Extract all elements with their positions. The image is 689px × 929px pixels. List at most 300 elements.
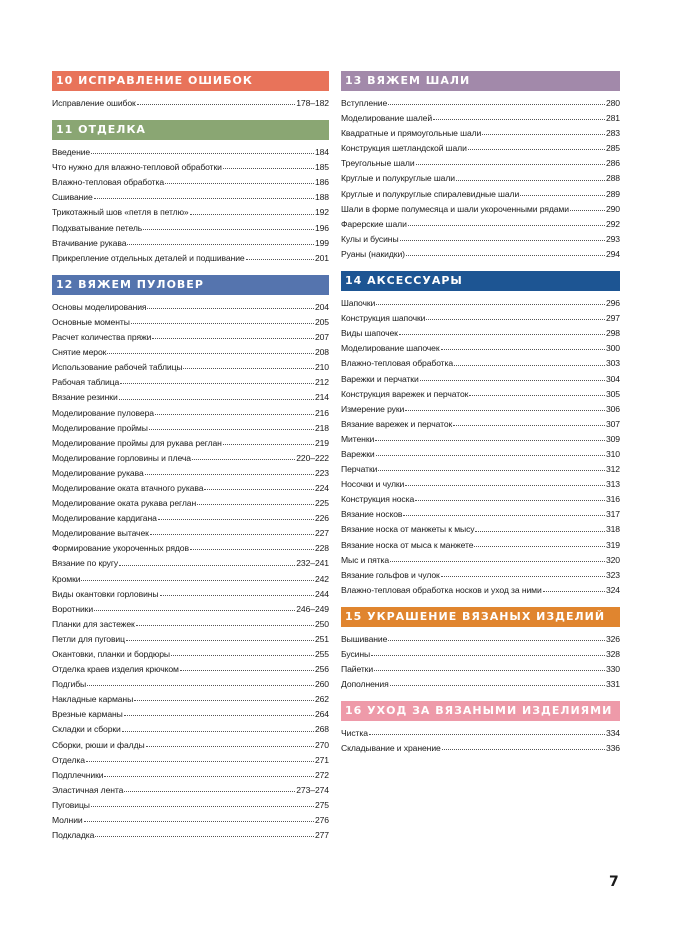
dot-leader: [400, 239, 605, 241]
toc-entry: [341, 187, 620, 202]
dot-leader: [374, 669, 605, 671]
entry-page: 285: [605, 143, 620, 154]
entry-title: Конструкция варежек и перчаток: [341, 388, 469, 399]
toc-entry: [341, 477, 620, 492]
toc-section-10: [52, 71, 329, 111]
entry-title: Петли для пуговиц: [52, 633, 125, 644]
toc-entry: [52, 145, 329, 160]
entry-title: Молнии: [52, 815, 83, 826]
entry-title: Вязание по кругу: [52, 558, 119, 569]
dot-leader: [160, 594, 314, 596]
toc-entry: [52, 511, 329, 526]
entry-title: Вышивание: [341, 633, 388, 644]
toc-entry: [341, 111, 620, 126]
entry-title: Складки и сборки: [52, 724, 121, 735]
dot-leader: [155, 413, 314, 415]
toc-section-12: [52, 275, 329, 843]
dot-leader: [124, 790, 295, 792]
dot-leader: [406, 254, 605, 256]
entry-page: 336: [605, 743, 620, 754]
dot-leader: [441, 575, 605, 577]
toc-entry: [341, 507, 620, 522]
entry-page: 192: [314, 207, 329, 218]
dot-leader: [171, 654, 314, 656]
dot-leader: [134, 699, 314, 701]
entry-title: Формирование укороченных рядов: [52, 543, 189, 554]
entry-page: 186: [314, 177, 329, 188]
entry-title: Фарерские шали: [341, 218, 407, 229]
dot-leader: [468, 148, 605, 150]
dot-leader: [146, 745, 314, 747]
toc-entry: [52, 617, 329, 632]
entry-page: 326: [605, 633, 620, 644]
entry-page: 330: [605, 664, 620, 675]
entry-page: 328: [605, 649, 620, 659]
entry-page: 309: [605, 433, 620, 444]
entry-page: 244: [314, 588, 329, 599]
toc-entry: [52, 421, 329, 436]
dot-leader: [150, 533, 314, 535]
entry-title: Отделка: [52, 754, 85, 765]
entry-title: Моделирование шапочек: [341, 343, 440, 354]
dot-leader: [86, 760, 314, 762]
entry-page: 316: [605, 494, 620, 505]
toc-entry: [52, 160, 329, 175]
entry-title: Кромки: [52, 573, 81, 584]
entry-page: 281: [605, 113, 620, 124]
entry-page: 312: [605, 464, 620, 475]
toc-entry: [341, 96, 620, 111]
entry-title: Подкладка: [52, 830, 95, 841]
entry-list: [52, 145, 329, 266]
dot-leader: [433, 118, 605, 120]
entry-page: 294: [605, 248, 620, 259]
entry-title: Что нужно для влажно-тепловой обработки: [52, 162, 222, 173]
entry-title: Втачивание рукава: [52, 237, 127, 248]
entry-page: 232–241: [296, 558, 329, 569]
toc-entry: [52, 813, 329, 828]
entry-page: 207: [314, 332, 329, 343]
dot-leader: [126, 639, 314, 641]
toc-section-16: [341, 701, 620, 756]
dot-leader: [475, 530, 604, 532]
toc-entry: [341, 568, 620, 583]
dot-leader: [369, 733, 605, 735]
dot-leader: [570, 209, 605, 211]
dot-leader: [107, 352, 314, 354]
toc-section-14: [341, 271, 620, 598]
entry-list: [341, 726, 620, 756]
dot-leader: [454, 364, 605, 366]
entry-title: Руаны (накидки): [341, 248, 405, 259]
entry-title: Складывание и хранение: [341, 743, 441, 754]
entry-title: Пайетки: [341, 664, 374, 675]
toc-entry: [341, 402, 620, 417]
dot-leader: [131, 322, 314, 324]
page-number: 7: [609, 874, 619, 890]
entry-page: 289: [605, 188, 620, 199]
entry-page: 320: [605, 554, 620, 565]
entry-page: 208: [314, 347, 329, 358]
entry-title: Расчет количества пряжи: [52, 332, 152, 343]
toc-entry: [341, 171, 620, 186]
dot-leader: [94, 197, 314, 199]
entry-title: Сшивание: [52, 192, 93, 203]
dot-leader: [371, 654, 605, 656]
dot-leader: [137, 103, 296, 105]
toc-entry: [52, 360, 329, 375]
toc-entry: [341, 432, 620, 447]
entry-title: Квадратные и прямоугольные шали: [341, 128, 482, 139]
toc-entry: [341, 296, 620, 311]
dot-leader: [390, 560, 605, 562]
toc-entry: [52, 662, 329, 677]
toc-entry: [341, 632, 620, 647]
entry-page: 290: [605, 203, 620, 214]
dot-leader: [145, 473, 314, 475]
toc-entry: [341, 202, 620, 217]
toc-entry: [52, 572, 329, 587]
dot-leader: [543, 590, 605, 592]
section-header: 10 ИСПРАВЛЕНИЕ ОШИБОК: [52, 71, 329, 91]
toc-entry: [52, 541, 329, 556]
section-header: 13 ВЯЖЕМ ШАЛИ: [341, 71, 620, 91]
dot-leader: [246, 258, 314, 260]
entry-page: 288: [605, 173, 620, 184]
entry-page: 199: [314, 237, 329, 248]
dot-leader: [456, 179, 605, 181]
entry-title: Окантовки, планки и бордюры: [52, 649, 171, 659]
entry-title: Виды окантовки горловины: [52, 588, 159, 599]
entry-title: Бусины: [341, 649, 371, 659]
dot-leader: [147, 307, 313, 309]
entry-title: Сборки, рюши и фалды: [52, 739, 145, 750]
dot-leader: [124, 714, 314, 716]
dot-leader: [204, 488, 314, 490]
toc-entry: [341, 417, 620, 432]
dot-leader: [84, 820, 314, 822]
dot-leader: [474, 545, 604, 547]
toc-entry: [52, 753, 329, 768]
toc-entry: [52, 205, 329, 220]
entry-page: 224: [314, 482, 329, 493]
entry-page: 218: [314, 422, 329, 433]
entry-title: Моделирование кардигана: [52, 513, 157, 524]
entry-page: 304: [605, 373, 620, 384]
entry-page: 220–222: [296, 452, 329, 463]
dot-leader: [405, 409, 605, 411]
entry-page: 300: [605, 343, 620, 354]
entry-page: 275: [314, 799, 329, 810]
dot-leader: [399, 333, 605, 335]
entry-title: Отделка краев изделия крючком: [52, 664, 179, 675]
dot-leader: [165, 182, 314, 184]
entry-title: Виды шапочек: [341, 328, 398, 339]
toc-entry: [52, 236, 329, 251]
toc-entry: [52, 315, 329, 330]
dot-leader: [81, 579, 314, 581]
entry-title: Варежки и перчатки: [341, 373, 419, 384]
entry-title: Шали в форме полумесяца и шали укороченными рядами: [341, 203, 569, 214]
entry-title: Круглые и полукруглые спиралевидные шали: [341, 188, 520, 199]
entry-title: Прикрепление отдельных деталей и подшивание: [52, 252, 245, 263]
entry-title: Влажно-тепловая обработка: [341, 358, 454, 369]
section-header: 16 УХОД ЗА ВЯЗАНЫМИ ИЗДЕЛИЯМИ: [341, 701, 620, 721]
entry-title: Подплечники: [52, 769, 104, 780]
toc-entry: [341, 538, 620, 553]
toc-section-13: [341, 71, 620, 262]
entry-page: 306: [605, 403, 620, 414]
entry-title: Пуговицы: [52, 799, 90, 810]
entry-list: [52, 300, 329, 843]
dot-leader: [104, 775, 314, 777]
dot-leader: [415, 499, 605, 501]
entry-title: Рабочая таблица: [52, 377, 120, 388]
entry-page: 223: [314, 467, 329, 478]
toc-entry: [341, 217, 620, 232]
toc-entry: [52, 251, 329, 266]
entry-title: Вязание носка от мыса к манжете: [341, 539, 474, 550]
toc-entry: [52, 436, 329, 451]
entry-title: Моделирование рукава: [52, 467, 144, 478]
entry-title: Моделирование оката втачного рукава: [52, 482, 204, 493]
toc-entry: [341, 662, 620, 677]
toc-entry: [341, 462, 620, 477]
entry-page: 212: [314, 377, 329, 388]
toc-entry: [341, 553, 620, 568]
entry-title: Кулы и бусины: [341, 233, 399, 244]
toc-entry: [341, 156, 620, 171]
toc-entry: [52, 556, 329, 571]
section-header: 14 АКСЕССУАРЫ: [341, 271, 620, 291]
dot-leader: [390, 684, 605, 686]
entry-title: Моделирование горловины и плеча: [52, 452, 191, 463]
entry-title: Моделирование проймы для рукава реглан: [52, 437, 222, 448]
toc-entry: [341, 447, 620, 462]
toc-entry: [341, 247, 620, 262]
entry-title: Моделирование проймы: [52, 422, 148, 433]
dot-leader: [416, 163, 605, 165]
toc-entry: [52, 692, 329, 707]
entry-title: Вязание резинки: [52, 392, 118, 403]
entry-page: 280: [605, 98, 620, 108]
entry-page: 214: [314, 392, 329, 403]
dot-leader: [122, 730, 314, 732]
entry-title: Измерение руки: [341, 403, 405, 414]
entry-title: Моделирование вытачек: [52, 528, 149, 539]
entry-page: 270: [314, 739, 329, 750]
toc-entry: [52, 798, 329, 813]
dot-leader: [223, 167, 314, 169]
entry-title: Подгибы: [52, 679, 87, 690]
entry-title: Моделирование оката рукава реглан: [52, 498, 197, 509]
entry-page: 204: [314, 301, 329, 312]
dot-leader: [403, 514, 605, 516]
toc-section-15: [341, 607, 620, 692]
entry-title: Моделирование шалей: [341, 113, 433, 124]
dot-leader: [482, 133, 605, 135]
toc-entry: [341, 583, 620, 598]
dot-leader: [223, 443, 314, 445]
entry-title: Шапочки: [341, 298, 376, 309]
entry-title: Основные моменты: [52, 316, 130, 327]
dot-leader: [91, 152, 314, 154]
entry-page: 205: [314, 316, 329, 327]
dot-leader: [441, 348, 605, 350]
entry-title: Введение: [52, 147, 91, 158]
entry-title: Перчатки: [341, 464, 378, 475]
dot-leader: [442, 748, 605, 750]
toc-entry: [52, 406, 329, 421]
toc-entry: [52, 828, 329, 843]
entry-page: 260: [314, 679, 329, 690]
section-header: 11 ОТДЕЛКА: [52, 120, 329, 140]
dot-leader: [87, 684, 314, 686]
dot-leader: [94, 609, 295, 611]
toc-entry: [52, 496, 329, 511]
entry-list: [341, 296, 620, 598]
toc-entry: [52, 466, 329, 481]
toc-entry: [52, 602, 329, 617]
dot-leader: [520, 194, 605, 196]
dot-leader: [388, 639, 605, 641]
toc-entry: [341, 677, 620, 692]
entry-title: Эластичная лента: [52, 784, 124, 795]
entry-page: 242: [314, 573, 329, 584]
toc-entry: [52, 175, 329, 190]
entry-page: 250: [314, 618, 329, 629]
entry-page: 317: [605, 509, 620, 520]
toc-entry: [52, 677, 329, 692]
entry-title: Конструкция шетландской шали: [341, 143, 467, 154]
entry-page: 246–249: [296, 603, 329, 614]
entry-page: 210: [314, 362, 329, 373]
entry-title: Накладные карманы: [52, 694, 134, 705]
entry-title: Подхватывание петель: [52, 222, 143, 233]
entry-list: [341, 96, 620, 262]
toc-entry: [341, 647, 620, 662]
dot-leader: [190, 548, 314, 550]
entry-page: 283: [605, 128, 620, 139]
dot-leader: [95, 835, 314, 837]
toc-entry: [52, 647, 329, 662]
toc-entry: [341, 341, 620, 356]
entry-page: 178–182: [296, 98, 329, 108]
dot-leader: [152, 337, 314, 339]
entry-page: 277: [314, 830, 329, 841]
dot-leader: [375, 439, 605, 441]
entry-page: 297: [605, 313, 620, 324]
toc-entry: [341, 126, 620, 141]
toc-entry: [52, 768, 329, 783]
entry-title: Конструкция шапочки: [341, 313, 426, 324]
toc-entry: [52, 375, 329, 390]
toc-entry: [341, 326, 620, 341]
entry-page: 273–274: [296, 784, 329, 795]
dot-leader: [119, 564, 295, 566]
toc-section-11: [52, 120, 329, 266]
dot-leader: [143, 228, 314, 230]
entry-title: Врезные карманы: [52, 709, 123, 720]
entry-page: 264: [314, 709, 329, 720]
entry-page: 219: [314, 437, 329, 448]
entry-page: 307: [605, 418, 620, 429]
entry-title: Треугольные шали: [341, 158, 415, 169]
entry-title: Дополнения: [341, 679, 389, 690]
toc-entry: [52, 221, 329, 236]
dot-leader: [405, 484, 605, 486]
entry-title: Исправление ошибок: [52, 98, 136, 108]
dot-leader: [420, 379, 605, 381]
entry-page: 185: [314, 162, 329, 173]
entry-page: 334: [605, 728, 620, 739]
toc-entry: [52, 707, 329, 722]
entry-title: Конструкция носка: [341, 494, 415, 505]
entry-title: Митенки: [341, 433, 375, 444]
toc-entry: [52, 96, 329, 111]
toc-entry: [341, 741, 620, 756]
entry-list: [341, 632, 620, 692]
toc-entry: [52, 722, 329, 737]
entry-page: 226: [314, 513, 329, 524]
dot-leader: [388, 103, 605, 105]
toc-entry: [341, 141, 620, 156]
entry-title: Мыс и пятка: [341, 554, 390, 565]
entry-page: 256: [314, 664, 329, 675]
entry-title: Влажно-тепловая обработка: [52, 177, 165, 188]
entry-page: 225: [314, 498, 329, 509]
entry-page: 271: [314, 754, 329, 765]
entry-list: [52, 96, 329, 111]
toc-entry: [52, 390, 329, 405]
entry-title: Вязание носка от манжеты к мысу: [341, 524, 475, 535]
toc-entry: [52, 300, 329, 315]
toc-entry: [52, 345, 329, 360]
entry-page: 323: [605, 569, 620, 580]
entry-title: Основы моделирования: [52, 301, 147, 312]
entry-page: 196: [314, 222, 329, 233]
entry-page: 216: [314, 407, 329, 418]
entry-page: 331: [605, 679, 620, 690]
dot-leader: [120, 382, 314, 384]
dot-leader: [197, 503, 314, 505]
dot-leader: [376, 454, 605, 456]
dot-leader: [149, 428, 314, 430]
toc-right-column: [341, 71, 620, 756]
entry-page: 276: [314, 815, 329, 826]
dot-leader: [183, 367, 313, 369]
entry-page: 201: [314, 252, 329, 263]
dot-leader: [469, 394, 605, 396]
dot-leader: [158, 518, 314, 520]
dot-leader: [119, 398, 314, 400]
entry-page: 303: [605, 358, 620, 369]
dot-leader: [192, 458, 295, 460]
dot-leader: [180, 669, 314, 671]
dot-leader: [190, 213, 314, 215]
toc-entry: [52, 451, 329, 466]
toc-entry: [52, 632, 329, 647]
toc-entry: [341, 726, 620, 741]
entry-page: 292: [605, 218, 620, 229]
entry-title: Вязание гольфов и чулок: [341, 569, 440, 580]
toc-entry: [52, 783, 329, 798]
entry-page: 228: [314, 543, 329, 554]
entry-page: 319: [605, 539, 620, 550]
toc-entry: [341, 387, 620, 402]
entry-title: Варежки: [341, 448, 375, 459]
entry-title: Трикотажный шов «петля в петлю»: [52, 207, 189, 218]
